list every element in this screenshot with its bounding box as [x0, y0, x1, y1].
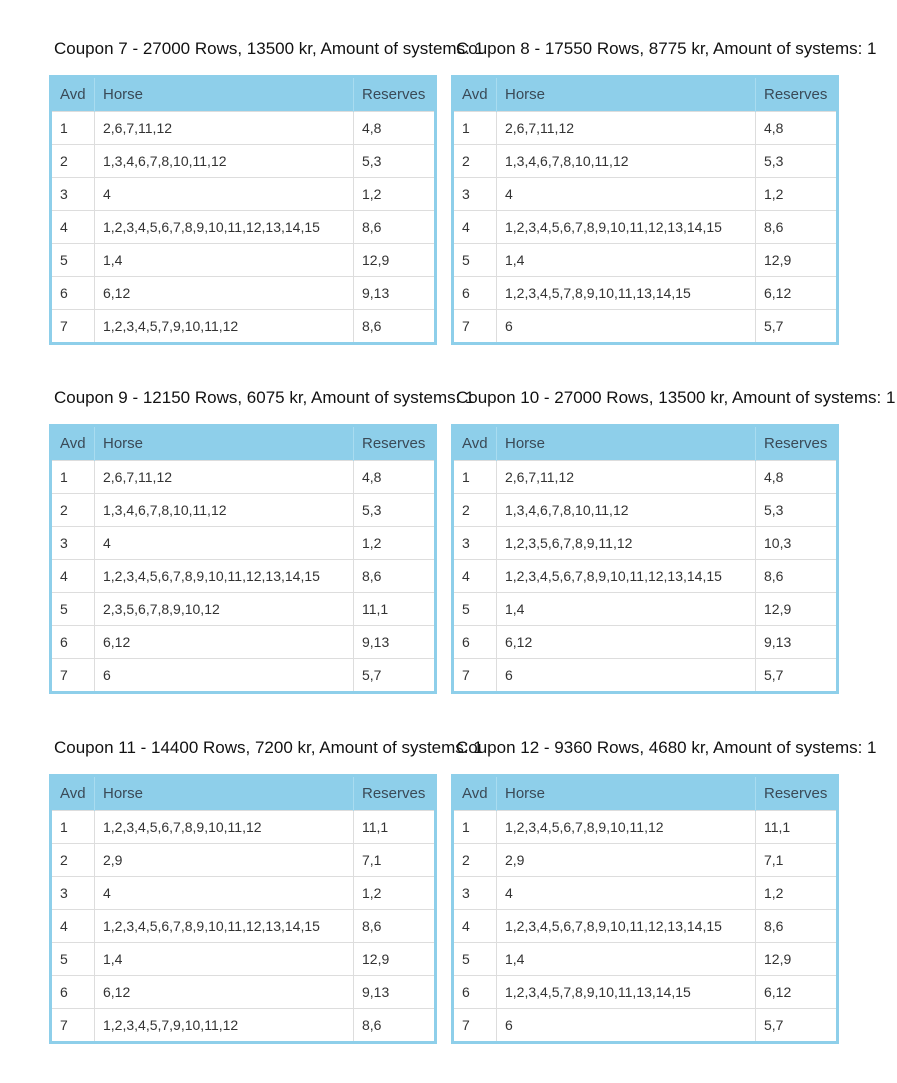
cell-reserves: 1,2 — [756, 877, 838, 910]
cell-horse: 6 — [497, 310, 756, 344]
cell-horse: 1,2,3,4,5,6,7,8,9,10,11,12,13,14,15 — [497, 211, 756, 244]
cell-avd: 7 — [453, 1009, 497, 1043]
cell-avd: 1 — [453, 112, 497, 145]
cell-horse: 1,3,4,6,7,8,10,11,12 — [497, 494, 756, 527]
table-row — [453, 593, 838, 626]
cell-horse: 6,12 — [497, 626, 756, 659]
cell-horse: 6,12 — [95, 976, 354, 1009]
table-row — [453, 976, 838, 1009]
cell-horse: 4 — [95, 527, 354, 560]
table-row — [453, 494, 838, 527]
table-row — [453, 112, 838, 145]
cell-reserves: 1,2 — [354, 877, 436, 910]
table-row — [453, 560, 838, 593]
cell-reserves: 12,9 — [756, 244, 838, 277]
cell-reserves: 5,3 — [756, 145, 838, 178]
cell-horse: 1,4 — [95, 244, 354, 277]
cell-avd: 5 — [453, 244, 497, 277]
cell-horse: 4 — [497, 178, 756, 211]
coupon-table — [49, 424, 437, 694]
coupon-title: Coupon 11 - 14400 Rows, 7200 kr, Amount of systems: 1 — [54, 738, 483, 757]
cell-avd: 4 — [51, 560, 95, 593]
table-header-row — [453, 776, 838, 811]
cell-avd: 2 — [51, 844, 95, 877]
cell-avd: 2 — [51, 494, 95, 527]
cell-reserves: 5,7 — [756, 659, 838, 693]
cell-horse: 2,9 — [95, 844, 354, 877]
cell-avd: 6 — [453, 277, 497, 310]
cell-avd: 6 — [51, 976, 95, 1009]
cell-avd: 5 — [51, 943, 95, 976]
cell-avd: 3 — [453, 527, 497, 560]
table-row — [51, 560, 436, 593]
cell-reserves: 5,3 — [354, 145, 436, 178]
column-header-horse: Horse — [95, 776, 354, 811]
cell-reserves: 12,9 — [756, 593, 838, 626]
table-header-row — [51, 776, 436, 811]
cell-reserves: 5,3 — [756, 494, 838, 527]
cell-avd: 2 — [453, 145, 497, 178]
cell-reserves: 8,6 — [756, 560, 838, 593]
table-row — [51, 1009, 436, 1043]
cell-horse: 1,2,3,4,5,6,7,8,9,10,11,12,13,14,15 — [95, 211, 354, 244]
cell-avd: 3 — [51, 178, 95, 211]
table-header-row — [51, 426, 436, 461]
cell-avd: 6 — [51, 626, 95, 659]
table-row — [51, 178, 436, 211]
table-row — [453, 910, 838, 943]
cell-avd: 3 — [453, 877, 497, 910]
cell-reserves: 8,6 — [756, 910, 838, 943]
cell-horse: 1,2,3,4,5,6,7,8,9,10,11,12,13,14,15 — [95, 560, 354, 593]
cell-avd: 4 — [453, 560, 497, 593]
cell-reserves: 5,7 — [756, 310, 838, 344]
cell-reserves: 9,13 — [354, 976, 436, 1009]
cell-avd: 6 — [51, 277, 95, 310]
table-row — [453, 659, 838, 693]
cell-avd: 7 — [51, 1009, 95, 1043]
cell-horse: 1,3,4,6,7,8,10,11,12 — [95, 494, 354, 527]
cell-reserves: 8,6 — [354, 1009, 436, 1043]
cell-avd: 3 — [453, 178, 497, 211]
coupon-table — [49, 774, 437, 1044]
cell-avd: 1 — [51, 811, 95, 844]
coupon-title: Coupon 12 - 9360 Rows, 4680 kr, Amount of systems: 1 — [456, 738, 877, 757]
column-header-avd: Avd — [51, 77, 95, 112]
cell-reserves: 4,8 — [354, 112, 436, 145]
coupon-title: Coupon 10 - 27000 Rows, 13500 kr, Amount of systems: 1 — [456, 388, 896, 407]
cell-reserves: 6,12 — [756, 277, 838, 310]
cell-reserves: 8,6 — [354, 310, 436, 344]
coupon-table — [49, 75, 437, 345]
cell-horse: 6,12 — [95, 626, 354, 659]
cell-horse: 1,4 — [497, 244, 756, 277]
cell-reserves: 1,2 — [354, 178, 436, 211]
table-row — [51, 910, 436, 943]
cell-avd: 7 — [51, 659, 95, 693]
table-row — [51, 461, 436, 494]
column-header-avd: Avd — [453, 77, 497, 112]
table-row — [51, 943, 436, 976]
table-row — [51, 626, 436, 659]
cell-reserves: 11,1 — [756, 811, 838, 844]
table-row — [51, 976, 436, 1009]
table-row — [453, 626, 838, 659]
coupon-table — [451, 424, 839, 694]
cell-reserves: 8,6 — [756, 211, 838, 244]
table-row — [51, 811, 436, 844]
column-header-reserves: Reserves — [354, 77, 436, 112]
cell-avd: 2 — [453, 844, 497, 877]
table-row — [51, 112, 436, 145]
cell-horse: 2,6,7,11,12 — [95, 461, 354, 494]
cell-reserves: 6,12 — [756, 976, 838, 1009]
column-header-reserves: Reserves — [354, 776, 436, 811]
column-header-reserves: Reserves — [756, 426, 838, 461]
cell-reserves: 5,7 — [756, 1009, 838, 1043]
cell-avd: 1 — [51, 112, 95, 145]
cell-reserves: 9,13 — [354, 626, 436, 659]
cell-avd: 4 — [453, 910, 497, 943]
coupon-title: Coupon 7 - 27000 Rows, 13500 kr, Amount of systems: 1 — [54, 39, 484, 58]
cell-horse: 1,3,4,6,7,8,10,11,12 — [497, 145, 756, 178]
table-row — [51, 310, 436, 344]
cell-avd: 5 — [51, 593, 95, 626]
cell-avd: 5 — [453, 943, 497, 976]
column-header-horse: Horse — [497, 776, 756, 811]
cell-avd: 7 — [453, 659, 497, 693]
cell-avd: 4 — [51, 211, 95, 244]
table-row — [453, 811, 838, 844]
cell-horse: 2,6,7,11,12 — [497, 112, 756, 145]
cell-avd: 7 — [51, 310, 95, 344]
cell-avd: 5 — [453, 593, 497, 626]
cell-reserves: 12,9 — [354, 943, 436, 976]
column-header-horse: Horse — [497, 426, 756, 461]
coupon-table — [451, 75, 839, 345]
cell-reserves: 5,7 — [354, 659, 436, 693]
cell-reserves: 7,1 — [354, 844, 436, 877]
cell-horse: 4 — [497, 877, 756, 910]
table-row — [51, 277, 436, 310]
cell-horse: 1,2,3,5,6,7,8,9,11,12 — [497, 527, 756, 560]
table-row — [453, 310, 838, 344]
cell-horse: 1,2,3,4,5,6,7,8,9,10,11,12 — [95, 811, 354, 844]
cell-horse: 1,2,3,4,5,7,8,9,10,11,13,14,15 — [497, 976, 756, 1009]
cell-horse: 4 — [95, 877, 354, 910]
cell-horse: 6 — [497, 659, 756, 693]
cell-reserves: 9,13 — [354, 277, 436, 310]
cell-horse: 1,3,4,6,7,8,10,11,12 — [95, 145, 354, 178]
table-row — [453, 844, 838, 877]
column-header-reserves: Reserves — [354, 426, 436, 461]
cell-reserves: 8,6 — [354, 560, 436, 593]
cell-horse: 4 — [95, 178, 354, 211]
cell-horse: 2,6,7,11,12 — [497, 461, 756, 494]
column-header-horse: Horse — [497, 77, 756, 112]
cell-horse: 1,4 — [497, 943, 756, 976]
cell-reserves: 12,9 — [354, 244, 436, 277]
cell-reserves: 11,1 — [354, 593, 436, 626]
cell-reserves: 5,3 — [354, 494, 436, 527]
cell-reserves: 4,8 — [756, 461, 838, 494]
cell-horse: 1,2,3,4,5,7,9,10,11,12 — [95, 1009, 354, 1043]
coupon-title: Coupon 8 - 17550 Rows, 8775 kr, Amount of systems: 1 — [456, 39, 877, 58]
table-row — [453, 244, 838, 277]
table-row — [51, 659, 436, 693]
cell-reserves: 8,6 — [354, 910, 436, 943]
cell-reserves: 12,9 — [756, 943, 838, 976]
table-row — [51, 244, 436, 277]
cell-horse: 1,4 — [497, 593, 756, 626]
cell-horse: 1,4 — [95, 943, 354, 976]
table-row — [51, 527, 436, 560]
cell-avd: 3 — [51, 877, 95, 910]
cell-avd: 7 — [453, 310, 497, 344]
cell-horse: 1,2,3,4,5,6,7,8,9,10,11,12 — [497, 811, 756, 844]
cell-avd: 2 — [51, 145, 95, 178]
cell-avd: 4 — [453, 211, 497, 244]
column-header-horse: Horse — [95, 77, 354, 112]
column-header-avd: Avd — [51, 776, 95, 811]
column-header-reserves: Reserves — [756, 776, 838, 811]
cell-horse: 1,2,3,4,5,6,7,8,9,10,11,12,13,14,15 — [95, 910, 354, 943]
table-row — [453, 877, 838, 910]
table-row — [453, 1009, 838, 1043]
table-row — [453, 527, 838, 560]
cell-avd: 2 — [453, 494, 497, 527]
table-row — [51, 844, 436, 877]
cell-horse: 1,2,3,4,5,6,7,8,9,10,11,12,13,14,15 — [497, 560, 756, 593]
cell-horse: 2,9 — [497, 844, 756, 877]
table-row — [51, 877, 436, 910]
cell-avd: 6 — [453, 626, 497, 659]
cell-reserves: 11,1 — [354, 811, 436, 844]
cell-reserves: 1,2 — [756, 178, 838, 211]
column-header-reserves: Reserves — [756, 77, 838, 112]
table-row — [51, 145, 436, 178]
column-header-avd: Avd — [453, 426, 497, 461]
table-row — [51, 593, 436, 626]
cell-horse: 2,6,7,11,12 — [95, 112, 354, 145]
column-header-horse: Horse — [95, 426, 354, 461]
table-row — [51, 494, 436, 527]
table-header-row — [453, 77, 838, 112]
cell-horse: 6,12 — [95, 277, 354, 310]
cell-horse: 6 — [95, 659, 354, 693]
table-row — [453, 943, 838, 976]
cell-horse: 6 — [497, 1009, 756, 1043]
table-row — [51, 211, 436, 244]
cell-reserves: 8,6 — [354, 211, 436, 244]
cell-avd: 6 — [453, 976, 497, 1009]
column-header-avd: Avd — [51, 426, 95, 461]
cell-reserves: 7,1 — [756, 844, 838, 877]
cell-avd: 3 — [51, 527, 95, 560]
table-row — [453, 145, 838, 178]
coupon-title: Coupon 9 - 12150 Rows, 6075 kr, Amount of systems: 1 — [54, 388, 475, 407]
cell-avd: 1 — [453, 461, 497, 494]
table-header-row — [453, 426, 838, 461]
column-header-avd: Avd — [453, 776, 497, 811]
cell-reserves: 4,8 — [354, 461, 436, 494]
cell-reserves: 9,13 — [756, 626, 838, 659]
cell-reserves: 1,2 — [354, 527, 436, 560]
cell-avd: 5 — [51, 244, 95, 277]
cell-avd: 1 — [453, 811, 497, 844]
cell-horse: 1,2,3,4,5,7,8,9,10,11,13,14,15 — [497, 277, 756, 310]
table-row — [453, 211, 838, 244]
table-row — [453, 277, 838, 310]
coupon-table — [451, 774, 839, 1044]
table-header-row — [51, 77, 436, 112]
cell-horse: 2,3,5,6,7,8,9,10,12 — [95, 593, 354, 626]
cell-reserves: 10,3 — [756, 527, 838, 560]
cell-avd: 1 — [51, 461, 95, 494]
cell-avd: 4 — [51, 910, 95, 943]
cell-horse: 1,2,3,4,5,6,7,8,9,10,11,12,13,14,15 — [497, 910, 756, 943]
table-row — [453, 178, 838, 211]
cell-reserves: 4,8 — [756, 112, 838, 145]
cell-horse: 1,2,3,4,5,7,9,10,11,12 — [95, 310, 354, 344]
table-row — [453, 461, 838, 494]
